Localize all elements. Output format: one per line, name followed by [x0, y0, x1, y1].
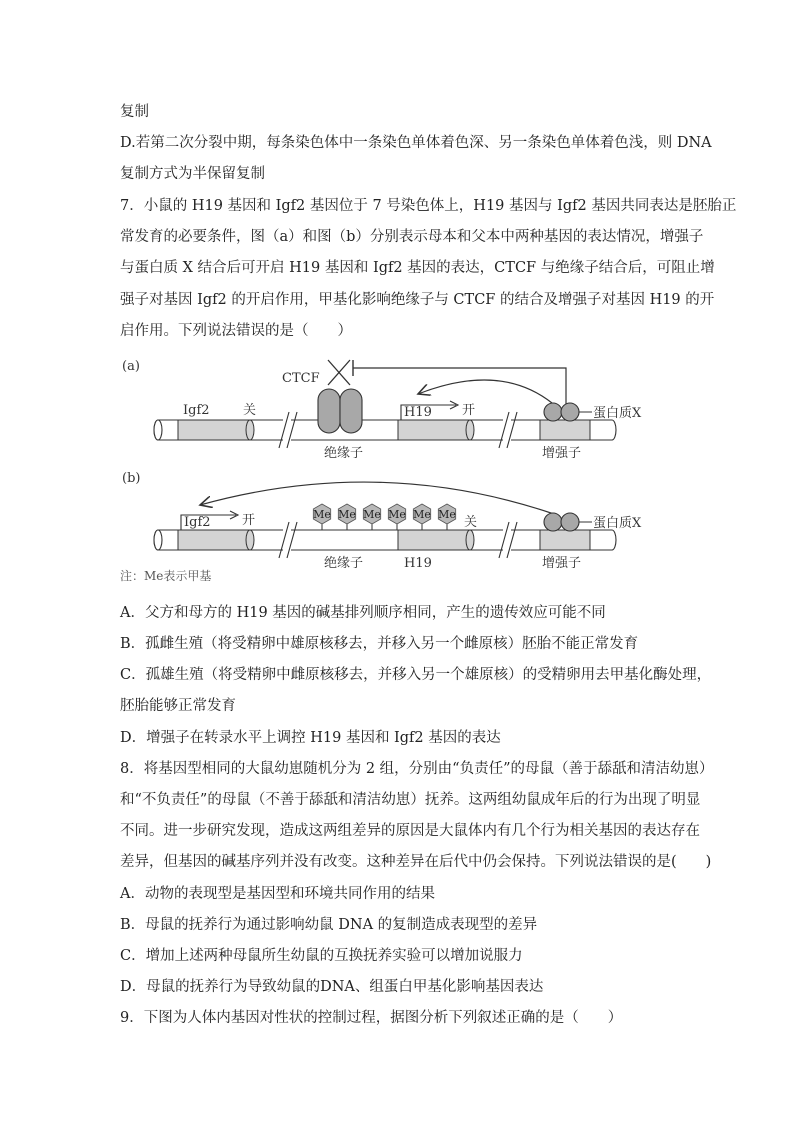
- inhibition-line: [353, 368, 566, 404]
- methyl-groups: [313, 504, 456, 530]
- option-d: D．母鼠的抚养行为导致幼鼠的DNA、组蛋白甲基化影响基因表达: [120, 979, 544, 995]
- insulator-label-b: 绝缘子: [324, 556, 364, 571]
- question-8-stem: 8．将基因型相同的大鼠幼崽随机分为 2 组，分别由“负责任”的母鼠（善于舔舐和清洁幼崽）: [120, 761, 714, 777]
- ctcf-label: CTCF: [282, 371, 320, 386]
- panel-b-label: (b): [122, 471, 141, 486]
- methyl-label: Me: [338, 508, 356, 521]
- option-b: B．母鼠的抚养行为通过影响幼鼠 DNA 的复制造成表现型的差异: [120, 917, 538, 933]
- text-line: D.若第二次分裂中期，每条染色体中一条染色单体着色深、另一条染色单体着色浅，则 DNA: [120, 135, 712, 151]
- option-d: D．增强子在转录水平上调控 H19 基因和 Igf2 基因的表达: [120, 730, 501, 746]
- option-b: B．孤雌生殖（将受精卵中雄原核移去，并移入另一个雌原核）胚胎不能正常发育: [120, 636, 639, 652]
- igf2-label-a: Igf2: [183, 403, 210, 418]
- text-line: 和“不负责任”的母鼠（不善于舔舐和清洁幼崽）抚养。这两组幼鼠成年后的行为出现了明显: [120, 792, 701, 808]
- option-a: A．父方和母方的 H19 基因的碱基排列顺序相同，产生的遗传效应可能不同: [120, 605, 606, 621]
- off-label-a: 关: [243, 403, 257, 418]
- text-line: 常发育的必要条件，图（a）和图（b）分别表示母本和父本中两种基因的表达情况，增强子: [120, 229, 704, 245]
- h19-label-a: H19: [404, 405, 432, 420]
- h19-label-b: H19: [404, 556, 432, 571]
- enhancer-label-b: 增强子: [542, 556, 582, 571]
- methyl-label: Me: [388, 508, 406, 521]
- activation-arrow-a: [418, 380, 552, 403]
- text-line: 不同。进一步研究发现，造成这两组差异的原因是大鼠体内有几个行为相关基因的表达存在: [120, 823, 700, 839]
- igf2-label-b: Igf2: [184, 515, 211, 530]
- text-line: 复制方式为半保留复制: [120, 166, 265, 182]
- insulator-label-a: 绝缘子: [324, 446, 364, 461]
- methyl-label: Me: [413, 508, 431, 521]
- figure-note: 注：Me表示甲基: [120, 569, 212, 583]
- methyl-label: Me: [313, 508, 331, 521]
- option-c: C．孤雄生殖（将受精卵中雌原核移去，并移入另一个雄原核）的受精卵用去甲基化酶处理，: [120, 667, 712, 683]
- block-x-icon: [328, 360, 350, 385]
- question-9-stem: 9．下图为人体内基因对性状的控制过程，据图分析下列叙述正确的是（ ）: [120, 1010, 623, 1026]
- option-c-cont: 胚胎能够正常发育: [120, 698, 236, 714]
- protein-x-label-b: 蛋白质X: [593, 516, 642, 531]
- option-c: C．增加上述两种母鼠所生幼鼠的互换抚养实验可以增加说服力: [120, 948, 523, 964]
- gene-expression-figure: [0, 350, 794, 600]
- text-line: 强子对基因 Igf2 的开启作用，甲基化影响绝缘子与 CTCF 的结合及增强子对基因 H19 的开: [120, 292, 715, 308]
- question-7-stem: 7．小鼠的 H19 基因和 Igf2 基因位于 7 号染色体上，H19 基因与 Igf2 基因共同表达是胚胎正: [120, 198, 737, 214]
- text-line: 差异，但基因的碱基序列并没有改变。这种差异在后代中仍会保持。下列说法错误的是( ): [120, 854, 712, 870]
- protein-x-label-a: 蛋白质X: [593, 406, 642, 421]
- protein-x-a: [544, 403, 592, 421]
- protein-x-b: [544, 513, 592, 531]
- option-a: A．动物的表现型是基因型和环境共同作用的结果: [120, 886, 435, 902]
- enhancer-label-a: 增强子: [542, 446, 582, 461]
- text-line: 复制: [120, 104, 149, 120]
- methyl-label: Me: [438, 508, 456, 521]
- off-label-b: 关: [464, 515, 478, 530]
- text-line: 启作用。下列说法错误的是（ ）: [120, 323, 352, 339]
- methyl-label: Me: [363, 508, 381, 521]
- on-label-b: 开: [242, 513, 256, 528]
- panel-a-label: (a): [122, 359, 140, 374]
- on-label-a: 开: [462, 403, 476, 418]
- text-line: 与蛋白质 X 结合后可开启 H19 基因和 Igf2 基因的表达，CTCF 与绝缘子结合后，可阻止增: [120, 260, 715, 276]
